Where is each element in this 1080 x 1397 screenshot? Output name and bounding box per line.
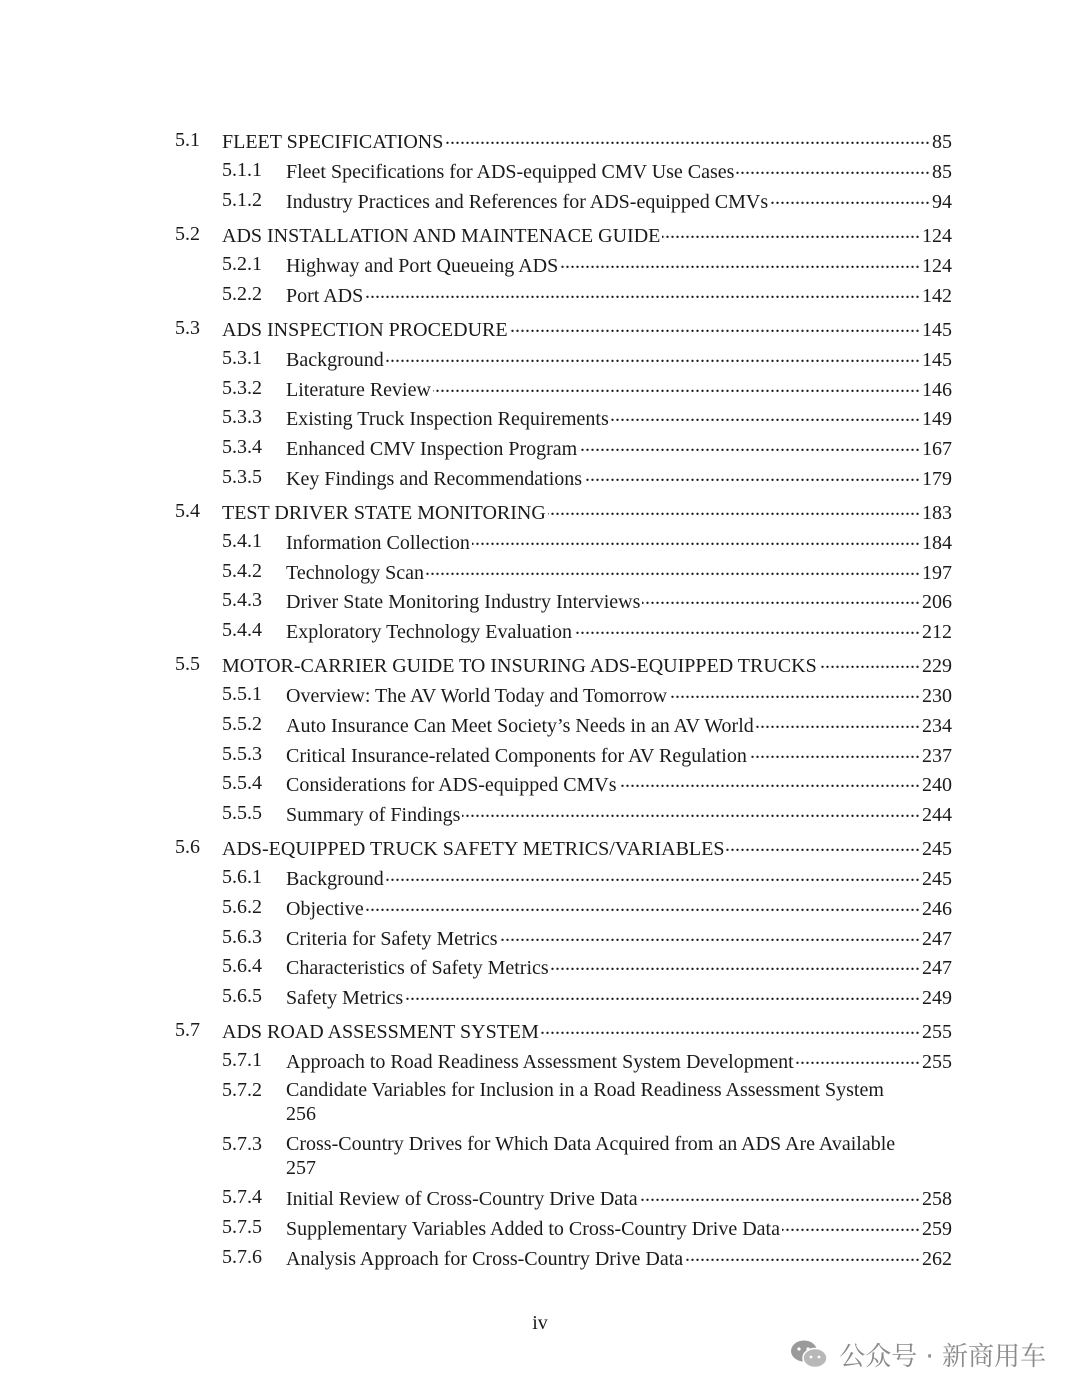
toc-title: FLEET SPECIFICATIONS (222, 131, 444, 153)
toc-page-number: 237 (922, 744, 952, 767)
toc-title: Criteria for Safety Metrics (286, 927, 498, 950)
toc-page-number: 179 (922, 467, 952, 490)
dot-leader (462, 801, 920, 821)
toc-number: 5.4.2 (222, 559, 262, 582)
toc-number: 5.3 (175, 316, 200, 339)
dot-leader (782, 1215, 920, 1235)
toc-title: Safety Metrics (286, 986, 404, 1009)
toc-title: Port ADS (286, 284, 364, 307)
toc-number: 5.4.3 (222, 589, 262, 612)
toc-page-number: 94 (932, 190, 952, 213)
toc-subsection[interactable] (175, 925, 952, 949)
toc-number: 5.2 (175, 222, 200, 245)
toc-page-number: 255 (922, 1021, 952, 1044)
dot-leader (579, 435, 920, 455)
toc-number: 5.3.4 (222, 435, 262, 458)
toc-row (286, 865, 952, 891)
dot-leader (749, 742, 920, 762)
toc-title: Exploratory Technology Evaluation (286, 620, 572, 643)
toc-number: 5.5.4 (222, 772, 262, 795)
toc-subsection[interactable] (175, 954, 952, 978)
toc-row (222, 128, 952, 154)
toc-number: 5.2.1 (222, 252, 262, 275)
toc-row (286, 984, 952, 1010)
toc-subsection[interactable] (175, 865, 952, 889)
toc-number: 5.6.3 (222, 925, 262, 948)
toc-row (286, 405, 952, 431)
toc-number: 5.4 (175, 499, 200, 522)
toc-subsection[interactable] (175, 618, 952, 642)
toc-row (222, 835, 952, 861)
toc-subsection[interactable] (175, 801, 952, 825)
toc-page-number: 244 (922, 803, 952, 826)
toc-title: ADS INSPECTION PROCEDURE (222, 318, 508, 341)
dot-leader (619, 771, 920, 791)
toc-title: Background (286, 868, 384, 891)
toc-page-number: 245 (922, 838, 952, 861)
dot-leader (642, 588, 920, 608)
toc-page-number: 249 (922, 986, 952, 1009)
toc-page-number: 247 (922, 957, 952, 980)
wechat-icon (789, 1338, 829, 1370)
toc-title: Fleet Specifications for ADS-equipped CMV Use Cases (286, 161, 735, 183)
dot-leader (472, 529, 920, 549)
toc-page-number: 184 (922, 531, 952, 554)
toc-subsection[interactable] (175, 1245, 952, 1269)
toc-row (286, 954, 952, 980)
dot-leader (726, 835, 920, 855)
toc-subsection[interactable] (175, 1048, 952, 1072)
dot-leader (584, 465, 920, 485)
toc-row (222, 316, 952, 342)
toc-number: 5.7 (175, 1019, 200, 1042)
toc-subsection[interactable] (175, 465, 952, 489)
toc-row (286, 158, 952, 184)
toc-title: Information Collection (286, 531, 470, 554)
toc-number: 5.6.2 (222, 895, 262, 918)
toc-title: Cross-Country Drives for Which Data Acquired from an ADS Are Available (286, 1132, 896, 1155)
toc-number: 5.7.1 (222, 1049, 262, 1072)
toc-page-number: 124 (922, 254, 952, 277)
toc-number: 5.1 (175, 129, 200, 151)
toc-row (286, 801, 952, 827)
toc-number: 5.7.3 (222, 1132, 262, 1155)
toc-page-number: 246 (922, 897, 952, 920)
toc-subsection[interactable] (175, 712, 952, 736)
toc-subsection[interactable] (175, 1078, 952, 1128)
dot-leader (662, 222, 920, 242)
toc-page-number: 206 (922, 591, 952, 614)
toc-number: 5.1.1 (222, 159, 262, 181)
toc-row (286, 618, 952, 644)
toc-number: 5.4.1 (222, 529, 262, 552)
toc-subsection[interactable] (175, 771, 952, 795)
toc-page-number: 167 (922, 437, 952, 460)
toc-number: 5.5.5 (222, 801, 262, 824)
toc-subsection[interactable] (175, 1185, 952, 1209)
toc-title: Industry Practices and References for ADS-equipped CMVs (286, 190, 769, 213)
toc-title: ADS INSTALLATION AND MAINTENACE GUIDE (222, 224, 661, 247)
toc-subsection[interactable] (175, 188, 952, 212)
toc-page-number: 247 (922, 927, 952, 950)
toc-number: 5.4.4 (222, 618, 262, 641)
dot-leader (445, 128, 930, 148)
toc-title: Technology Scan (286, 561, 425, 584)
toc-title: ADS ROAD ASSESSMENT SYSTEM (222, 1021, 539, 1044)
toc-row (286, 465, 952, 491)
toc-subsection[interactable] (175, 895, 952, 919)
toc-row (286, 1245, 952, 1271)
toc-title: Auto Insurance Can Meet Society’s Needs in an AV World (286, 714, 754, 737)
toc-page-number: 259 (922, 1217, 952, 1240)
toc-number: 5.7.4 (222, 1186, 262, 1209)
toc-subsection[interactable] (175, 282, 952, 306)
toc-row (286, 188, 952, 214)
toc-page-number: 245 (922, 868, 952, 891)
dot-leader (819, 652, 920, 672)
toc-section[interactable] (175, 499, 952, 523)
toc-section[interactable] (175, 1018, 952, 1042)
toc-title: Summary of Findings (286, 803, 461, 826)
toc-title: Supplementary Variables Added to Cross-Country Drive Data (286, 1217, 780, 1240)
toc-page-number: 255 (922, 1051, 952, 1074)
toc-page-number: 146 (922, 378, 952, 401)
toc-page-number: 183 (922, 501, 952, 524)
toc-subsection[interactable] (175, 405, 952, 429)
toc-title: Analysis Approach for Cross-Country Drive Data (286, 1247, 684, 1270)
dot-leader (574, 618, 920, 638)
dot-leader (796, 1048, 920, 1068)
dot-leader (669, 682, 920, 702)
toc-page-number: 258 (922, 1188, 952, 1211)
toc-title: Initial Review of Cross-Country Drive Data (286, 1188, 638, 1211)
dot-leader (770, 188, 930, 208)
toc-row (286, 682, 952, 708)
toc-row (286, 895, 952, 921)
toc-section[interactable] (175, 222, 952, 246)
toc-title: Highway and Port Queueing ADS (286, 254, 559, 277)
dot-leader (756, 712, 920, 732)
page-number: iv (532, 1312, 548, 1334)
toc-number: 5.7.5 (222, 1215, 262, 1238)
toc-row (286, 282, 952, 308)
toc-title: Driver State Monitoring Industry Interviews (286, 591, 641, 614)
toc-title: Overview: The AV World Today and Tomorrow (286, 685, 668, 708)
toc-subsection[interactable] (175, 588, 952, 612)
toc-number: 5.6.4 (222, 955, 262, 978)
dot-leader (560, 252, 920, 272)
toc-row (286, 742, 952, 768)
toc-section[interactable] (175, 128, 952, 152)
toc-number: 5.3.5 (222, 465, 262, 488)
dot-leader (433, 376, 920, 396)
toc-section[interactable] (175, 316, 952, 340)
toc-row (286, 1185, 952, 1211)
toc-number: 5.5 (175, 653, 200, 676)
toc-subsection[interactable] (175, 252, 952, 276)
toc-page-number: 234 (922, 714, 952, 737)
toc-subsection[interactable] (175, 346, 952, 370)
watermark (789, 1336, 1046, 1372)
dot-leader (366, 895, 920, 915)
toc-title: Considerations for ADS-equipped CMVs (286, 774, 617, 797)
toc-subsection[interactable] (175, 158, 952, 182)
toc-row (286, 712, 952, 738)
toc-row (286, 1132, 952, 1180)
toc-page-number: 145 (922, 348, 952, 371)
toc-row (286, 588, 952, 614)
toc-row (222, 222, 952, 248)
toc-row (286, 925, 952, 951)
toc-page-number: 230 (922, 685, 952, 708)
toc-subsection[interactable] (175, 1132, 952, 1182)
toc-subsection[interactable] (175, 529, 952, 553)
toc-title: Key Findings and Recommendations (286, 467, 583, 490)
toc-number: 5.7.6 (222, 1245, 262, 1268)
toc-row (222, 499, 952, 525)
toc-title: Candidate Variables for Inclusion in a Road Readiness Assessment System (286, 1078, 884, 1101)
dot-leader (736, 158, 930, 178)
toc-page-number: 212 (922, 620, 952, 643)
toc-section[interactable] (175, 652, 952, 676)
toc-subsection[interactable] (175, 559, 952, 583)
toc-subsection[interactable] (175, 435, 952, 459)
toc-number: 5.7.2 (222, 1078, 262, 1101)
toc-title: Enhanced CMV Inspection Program (286, 437, 578, 460)
toc-page-number: 85 (932, 131, 952, 153)
toc-row (286, 1078, 952, 1126)
dot-leader (685, 1245, 920, 1265)
dot-leader (386, 346, 920, 366)
toc-number: 5.6.5 (222, 984, 262, 1007)
toc-title: Objective (286, 897, 364, 920)
dot-leader (500, 925, 920, 945)
dot-leader (510, 316, 920, 336)
dot-leader (548, 499, 920, 519)
dot-leader (640, 1185, 920, 1205)
toc-page-number: 262 (922, 1247, 952, 1270)
toc-row (286, 529, 952, 555)
toc-title: TEST DRIVER STATE MONITORING (222, 501, 546, 524)
toc-subsection[interactable] (175, 742, 952, 766)
toc-subsection[interactable] (175, 1215, 952, 1239)
toc-subsection[interactable] (175, 682, 952, 706)
toc-section[interactable] (175, 835, 952, 859)
dot-leader (365, 282, 920, 302)
toc-page-number: 240 (922, 774, 952, 797)
toc-row (286, 346, 952, 372)
toc-subsection[interactable] (175, 984, 952, 1008)
toc-row (286, 559, 952, 585)
dot-leader (386, 865, 920, 885)
toc-number: 5.5.2 (222, 712, 262, 735)
toc-number: 5.5.3 (222, 742, 262, 765)
toc-subsection[interactable] (175, 376, 952, 400)
toc-page-number: 142 (922, 284, 952, 307)
toc-page-number: 256 (286, 1102, 316, 1125)
toc-title: Background (286, 348, 384, 371)
dot-leader (405, 984, 920, 1004)
toc-page-number: 145 (922, 318, 952, 341)
toc-number: 5.3.2 (222, 376, 262, 399)
toc-page-number: 197 (922, 561, 952, 584)
toc-row (222, 1018, 952, 1044)
toc-number: 5.6.1 (222, 866, 262, 889)
dot-leader (426, 559, 920, 579)
toc-page-number: 257 (286, 1156, 316, 1179)
toc-row (286, 1048, 952, 1074)
toc-number: 5.6 (175, 836, 200, 859)
toc-row (286, 1215, 952, 1241)
dot-leader (551, 954, 920, 974)
toc-title: Critical Insurance-related Components for AV Regulation (286, 744, 747, 767)
toc-number: 5.3.1 (222, 346, 262, 369)
toc-row (286, 252, 952, 278)
toc-title: Literature Review (286, 378, 431, 401)
toc-title: ADS-EQUIPPED TRUCK SAFETY METRICS/VARIABLES (222, 838, 725, 861)
toc-page-number: 149 (922, 408, 952, 431)
toc-row (286, 376, 952, 402)
toc-page-number: 124 (922, 224, 952, 247)
dot-leader (611, 405, 920, 425)
toc-title: MOTOR-CARRIER GUIDE TO INSURING ADS-EQUIPPED TRUCKS (222, 655, 817, 678)
toc-page-number: 229 (922, 655, 952, 678)
toc-title: Characteristics of Safety Metrics (286, 957, 549, 980)
dot-leader (541, 1018, 920, 1038)
toc-title: Approach to Road Readiness Assessment System Development (286, 1051, 794, 1074)
toc-number: 5.1.2 (222, 188, 262, 211)
toc-row (286, 771, 952, 797)
toc-number: 5.2.2 (222, 282, 262, 305)
toc-row (286, 435, 952, 461)
toc-number: 5.5.1 (222, 683, 262, 706)
toc-row (222, 652, 952, 678)
toc-page-number: 85 (932, 161, 952, 183)
toc-number: 5.3.3 (222, 406, 262, 429)
toc-title: Existing Truck Inspection Requirements (286, 408, 609, 431)
watermark-text: 公众号 · 新商用车 (839, 1341, 1046, 1372)
